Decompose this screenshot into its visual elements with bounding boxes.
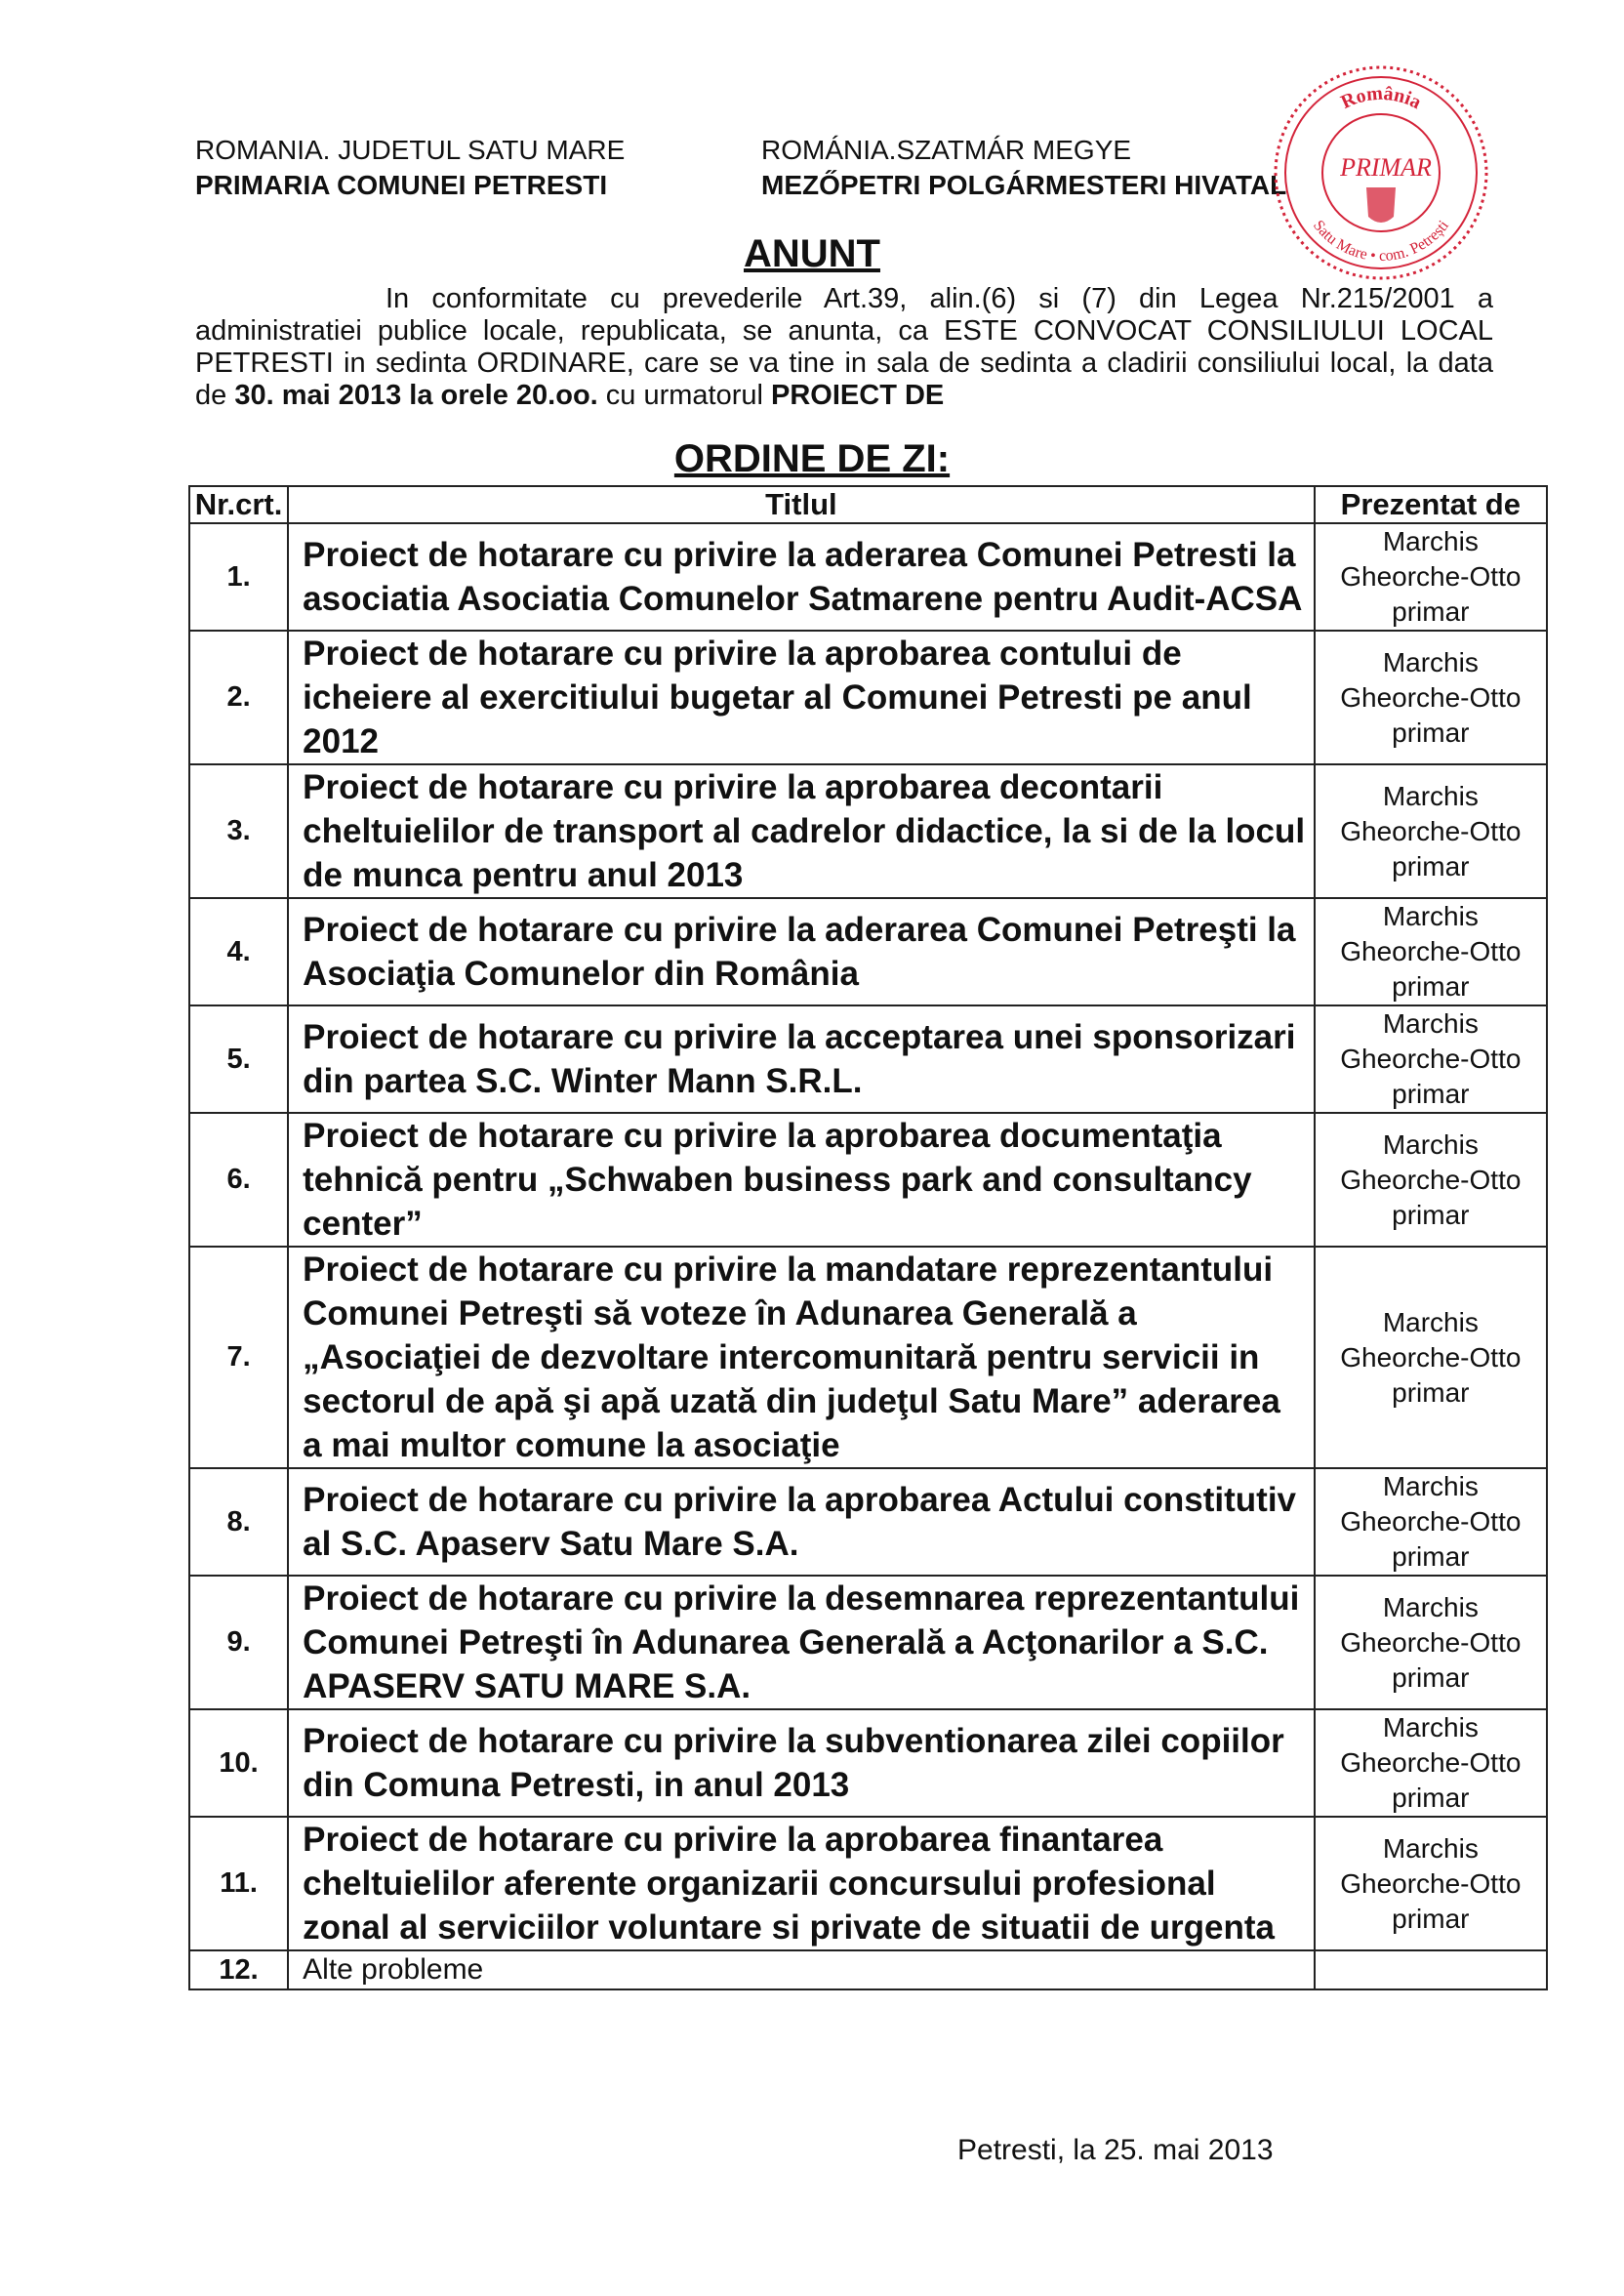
row-title: Proiect de hotarare cu privire la mandatare reprezentantului Comunei Petreşti să voteze în Adunarea Generală a „Asociaţiei de dezvoltare intercomunitară pentru servicii in sectorul de apă şi apă uzată din judeţul Satu Mare” aderarea a mai multor comune la asociaţie	[288, 1247, 1315, 1468]
table-row	[189, 764, 1547, 898]
table-row	[189, 1247, 1547, 1468]
row-number: 3.	[189, 764, 288, 898]
row-title: Proiect de hotarare cu privire la aprobarea Actului constitutiv al S.C. Apaserv Satu Mare S.A.	[288, 1468, 1315, 1576]
table-row	[189, 631, 1547, 764]
row-number: 9.	[189, 1576, 288, 1709]
stamp-text-center: PRIMAR	[1340, 153, 1432, 182]
row-title: Proiect de hotarare cu privire la aprobarea documentaţia tehnică pentru „Schwaben business park and consultancy center”	[288, 1113, 1315, 1247]
page-title: ANUNT	[744, 232, 880, 275]
table-row	[189, 1005, 1547, 1113]
presenter-line3: primar	[1392, 1199, 1470, 1230]
presenter-line2: Gheorche-Otto	[1340, 936, 1522, 966]
header-nr: Nr.crt.	[189, 486, 288, 523]
header-title: Titlul	[288, 486, 1315, 523]
agenda-header-row	[189, 486, 1547, 523]
agenda-title: ORDINE DE ZI:	[673, 437, 951, 480]
table-row	[189, 898, 1547, 1005]
header-left	[195, 133, 625, 203]
table-row	[189, 1468, 1547, 1576]
presenter-line3: primar	[1392, 971, 1470, 1002]
row-presenter	[1315, 1247, 1547, 1468]
row-title: Proiect de hotarare cu privire la aderarea Comunei Petresti la asociatia Asociatia Comunelor Satmarene pentru Audit-ACSA	[288, 523, 1315, 631]
presenter-line1: Marchis	[1382, 1128, 1479, 1160]
presenter-line3: primar	[1392, 850, 1470, 882]
table-row	[189, 1950, 1547, 1989]
row-title: Proiect de hotarare cu privire la aprobarea contului de icheiere al exercitiului bugetar al Comunei Petresti pe anul 2012	[288, 631, 1315, 764]
presenter-line1: Marchis	[1382, 1832, 1479, 1864]
presenter-line1: Marchis	[1382, 526, 1479, 556]
presenter-line3: primar	[1392, 1783, 1470, 1813]
header-county-hu: ROMÁNIA.SZATMÁR MEGYE	[761, 135, 1132, 165]
row-presenter	[1315, 631, 1547, 764]
presenter-line2: Gheorche-Otto	[1340, 681, 1522, 713]
presenter-line1: Marchis	[1382, 901, 1479, 931]
presenter-line2: Gheorche-Otto	[1340, 1341, 1522, 1373]
table-row	[189, 1817, 1547, 1950]
row-presenter	[1315, 523, 1547, 631]
presenter-line2: Gheorche-Otto	[1340, 815, 1522, 846]
row-presenter	[1315, 1817, 1547, 1950]
row-title: Proiect de hotarare cu privire la aprobarea decontarii cheltuielilor de transport al cadrelor didactice, la si de la locul de munca pentru anul 2013	[288, 764, 1315, 898]
row-number: 1.	[189, 523, 288, 631]
intro-paragraph	[195, 283, 1493, 412]
intro-end: PROIECT DE	[771, 380, 945, 411]
presenter-line2: Gheorche-Otto	[1340, 1747, 1522, 1778]
row-number: 6.	[189, 1113, 288, 1247]
presenter-line3: primar	[1392, 596, 1470, 627]
header-presented: Prezentat de	[1315, 486, 1547, 523]
presenter-line1: Marchis	[1382, 1306, 1479, 1337]
table-row	[189, 1113, 1547, 1247]
stamp-text-bottom: Satu Mare • com. Petrești	[1309, 217, 1453, 266]
row-presenter	[1315, 898, 1547, 1005]
presenter-line2: Gheorche-Otto	[1340, 1867, 1522, 1899]
presenter-line3: primar	[1392, 1903, 1470, 1934]
row-number: 8.	[189, 1468, 288, 1576]
row-title: Alte probleme	[288, 1950, 1315, 1989]
presenter-line3: primar	[1392, 1079, 1470, 1109]
header-right	[761, 133, 1286, 203]
presenter-line2: Gheorche-Otto	[1340, 1164, 1522, 1195]
row-title: Proiect de hotarare cu privire la aprobarea finantarea cheltuielilor aferente organizarii concursului profesional zonal al serviciilor voluntare si private de situatii de urgenta	[288, 1817, 1315, 1950]
header-institution: PRIMARIA COMUNEI PETRESTI	[195, 170, 608, 200]
header-institution-hu: MEZŐPETRI POLGÁRMESTERI HIVATAL	[761, 170, 1287, 200]
row-number: 2.	[189, 631, 288, 764]
header-county: ROMANIA. JUDETUL SATU MARE	[195, 135, 626, 165]
presenter-line1: Marchis	[1382, 646, 1479, 677]
presenter-line1: Marchis	[1382, 1471, 1479, 1501]
row-title: Proiect de hotarare cu privire la subventionarea zilei copiilor din Comuna Petresti, in anul 2013	[288, 1709, 1315, 1817]
row-title: Proiect de hotarare cu privire la desemnarea reprezentantului Comunei Petreşti în Adunarea Generală a Acţonarilor a S.C. APASERV SATU MARE S.A.	[288, 1576, 1315, 1709]
presenter-line3: primar	[1392, 717, 1470, 748]
presenter-line3: primar	[1392, 1541, 1470, 1572]
intro-text: In conformitate cu prevederile Art.39, alin.(6) si (7) din Legea Nr.215/2001 a administratiei publice locale, republicata, se anunta, ca ESTE CONVOCAT CONSILIULUI LOCAL PETRESTI in sedinta ORDINARE, care se va tine in sala de sedinta a cladirii consiliului local, la data de	[195, 283, 1493, 411]
row-presenter	[1315, 1005, 1547, 1113]
row-number: 7.	[189, 1247, 288, 1468]
presenter-line1: Marchis	[1382, 780, 1479, 811]
presenter-line1: Marchis	[1382, 1712, 1479, 1742]
presenter-line1: Marchis	[1382, 1008, 1479, 1039]
row-number: 5.	[189, 1005, 288, 1113]
row-title: Proiect de hotarare cu privire la acceptarea unei sponsorizari din partea S.C. Winter Mann S.R.L.	[288, 1005, 1315, 1113]
row-number: 10.	[189, 1709, 288, 1817]
presenter-line3: primar	[1392, 1661, 1470, 1693]
intro-mid: cu urmatorul	[597, 380, 772, 411]
coat-of-arms-icon	[1366, 187, 1396, 223]
intro-date: 30. mai 2013 la orele 20.oo.	[234, 380, 598, 411]
table-row	[189, 1576, 1547, 1709]
row-number: 12.	[189, 1950, 288, 1989]
stamp-text-top: România	[1337, 82, 1425, 114]
agenda-table	[188, 485, 1548, 1990]
svg-text:România	[1338, 83, 1425, 114]
row-presenter	[1315, 1576, 1547, 1709]
row-number: 11.	[189, 1817, 288, 1950]
place-and-date: Petresti, la 25. mai 2013	[957, 2134, 1274, 2166]
row-presenter	[1315, 1113, 1547, 1247]
row-number: 4.	[189, 898, 288, 1005]
presenter-line1: Marchis	[1382, 1591, 1479, 1622]
presenter-line2: Gheorche-Otto	[1340, 561, 1522, 592]
table-row	[189, 1709, 1547, 1817]
row-presenter	[1315, 1950, 1547, 1989]
presenter-line2: Gheorche-Otto	[1340, 1626, 1522, 1658]
row-title: Proiect de hotarare cu privire la aderarea Comunei Petreşti la Asociaţia Comunelor din România	[288, 898, 1315, 1005]
presenter-line2: Gheorche-Otto	[1340, 1044, 1522, 1074]
presenter-line3: primar	[1392, 1376, 1470, 1408]
presenter-line2: Gheorche-Otto	[1340, 1506, 1522, 1537]
row-presenter	[1315, 1468, 1547, 1576]
row-presenter	[1315, 1709, 1547, 1817]
table-row	[189, 523, 1547, 631]
row-presenter	[1315, 764, 1547, 898]
